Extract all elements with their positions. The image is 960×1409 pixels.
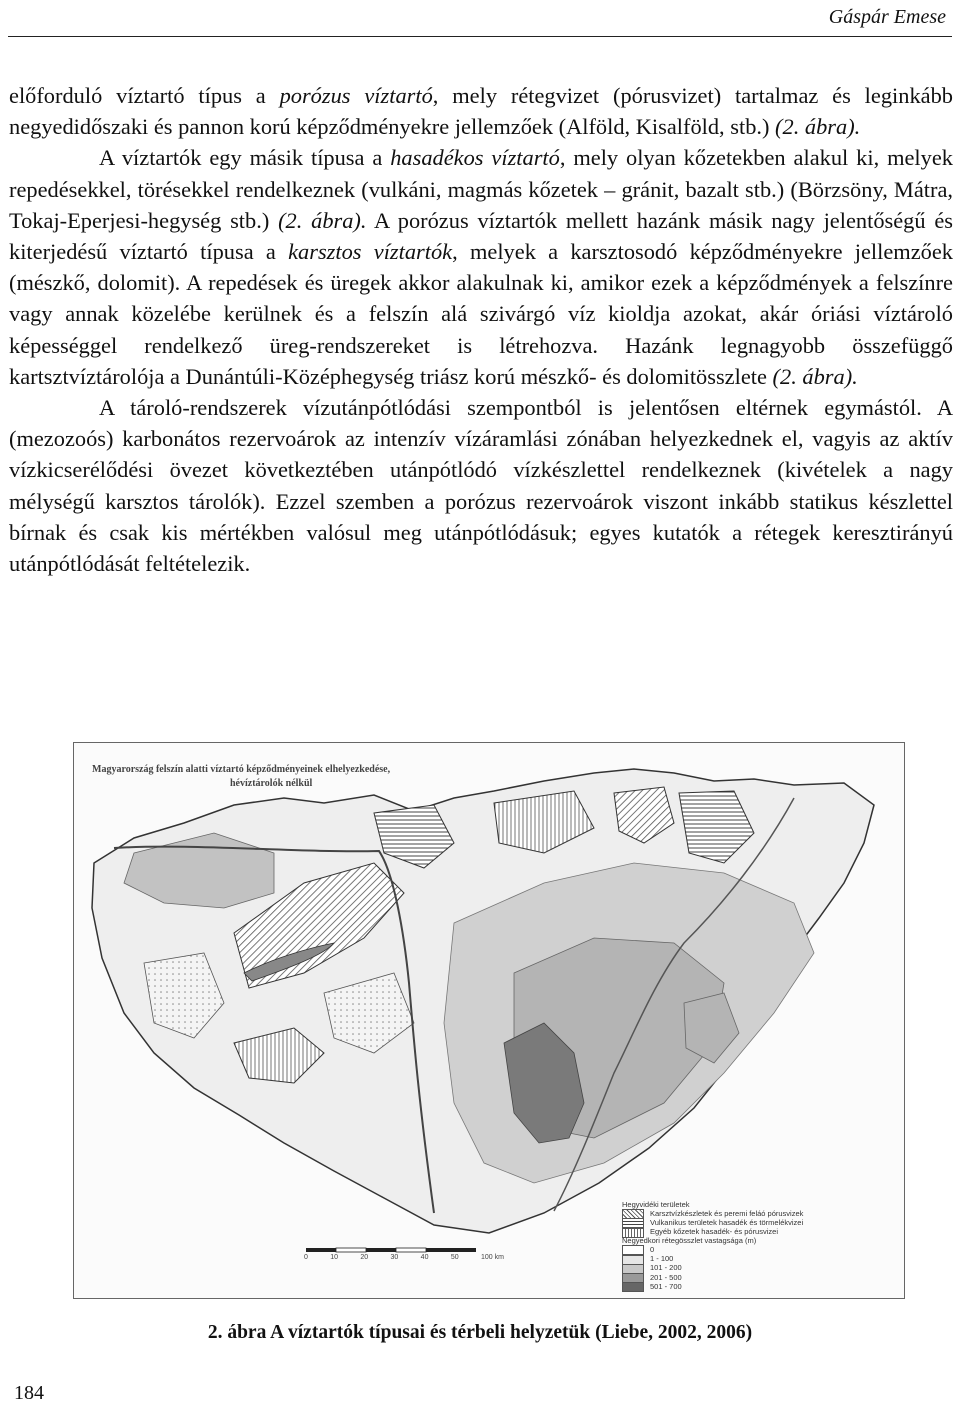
scale-label: 20 [360, 1254, 369, 1261]
paragraph-1 [9, 80, 953, 142]
text-run: A tároló-rendszerek vízutánpótlódási szempontból is jelentősen eltérnek egymástól. A (mezozoós) karbonátos rezervoárok az intenzív vízáramlási zónában helyezkednek el, vagyis az aktív vízkicserélődési övezet következtében utánpótlódó vízkészlettel rendelkeznek (kivételek a nagy mélységű karsztos tárolók). Ezzel szemben a porózus rezervoárok viszont inkább statikus készlettel bírnak és csak kis mértékben valósul meg utánpótlódásuk; egyes kutatók a rétegek keresztirányú utánpótlódását feltételezik. [9, 395, 953, 577]
scale-label: 0 [304, 1254, 308, 1261]
legend-depth-row [622, 1283, 892, 1292]
legend-label: Egyéb kőzetek hasadék- és pórusvizei [650, 1227, 778, 1237]
figure-map [73, 742, 905, 1299]
header-author: Gáspár Emese [828, 6, 946, 28]
body-text [9, 80, 953, 579]
legend-depth-row [622, 1264, 892, 1273]
italic-term: (2. ábra). [278, 207, 367, 233]
paragraph-3 [9, 392, 953, 579]
text-run: , mely olyan kőzetekben alakul ki, melyek repedésekkel, törésekkel rendelkeznek (vulkáni, magmás kőzetek – gránit, bazalt stb.) (Börzsöny, Mátra, Tokaj-Eperjesi-hegység stb.) [9, 145, 953, 233]
scale-label: 30 [390, 1254, 399, 1261]
scale-bar [306, 1248, 476, 1252]
legend-label: 101 - 200 [650, 1263, 682, 1273]
map-title-line1: Magyarország felszín alatti víztartó képződményeinek elhelyezkedése, [92, 764, 391, 775]
scale-label: 50 [450, 1254, 459, 1261]
legend-label: 1 - 100 [650, 1254, 674, 1264]
page-number: 184 [14, 1382, 44, 1404]
figure-caption: 2. ábra A víztartók típusai és térbeli helyzetük (Liebe, 2002, 2006) [207, 1322, 753, 1343]
text-run: , melyek a karsztosodó képződményekre jellemzőek (mészkő, dolomit). A repedések és üregek akkor alakulnak ki, amikor ezek a képződmények a felszínre vagy annak közelébe kerülnek és a felszín alá szivárgó víz kioldja azokat, akár óriási víztároló képességgel rendelkező üreg-rendszereket is létrehozva. Hazánk legnagyobb összefüggő kartsztvíztárolója a Dunántúli-Középhegység triász korú mészkő- és dolomitösszlete [9, 239, 953, 389]
text-run: A víztartók egy másik típusa a [99, 145, 391, 171]
text-run: , mely rétegvizet (pórusvizet) tartalmaz és leginkább negyedidőszaki és pannon korú képződményekre jellemzőek (Alföld, Kisalföld, stb.) [9, 83, 953, 140]
legend-header: Hegyvidéki területek [622, 1200, 690, 1209]
legend-depth-header: Negyedkori rétegösszlet vastagsága (m) [622, 1236, 757, 1246]
paragraph-2 [9, 142, 953, 392]
italic-term: hasadékos víztartó [390, 145, 560, 171]
scale-label: 40 [420, 1254, 429, 1261]
legend-label: 201 - 500 [650, 1272, 682, 1282]
running-header [0, 4, 960, 32]
scale-label: 10 [330, 1254, 339, 1261]
scale-label: 100 km [480, 1254, 504, 1261]
text-run: A porózus víztartók mellett hazánk másik nagy jelentőségű és kiterjedésű víztartó típusa a [9, 207, 953, 265]
italic-term: (2. ábra). [772, 363, 858, 389]
legend-label: 0 [650, 1245, 655, 1255]
legend-label: Karsztvízkészletek és peremi feláó pórusvizek [650, 1208, 804, 1218]
legend-label: Vulkanikus területek hasadék és törmelékvizei [650, 1218, 804, 1228]
italic-term: porózus víztartó [279, 83, 433, 108]
map-legend [622, 1201, 892, 1292]
legend-label: 501 - 700 [650, 1281, 682, 1291]
italic-term: (2. ábra). [775, 114, 861, 140]
text-run: előforduló víztartó típus a [9, 83, 280, 108]
map-title-line2: hévíztárolók nélkül [230, 778, 313, 789]
scale-labels [304, 1254, 504, 1261]
header-rule [8, 36, 952, 37]
legend-swatch [622, 1282, 644, 1292]
italic-term: karsztos víztartók [288, 239, 453, 265]
